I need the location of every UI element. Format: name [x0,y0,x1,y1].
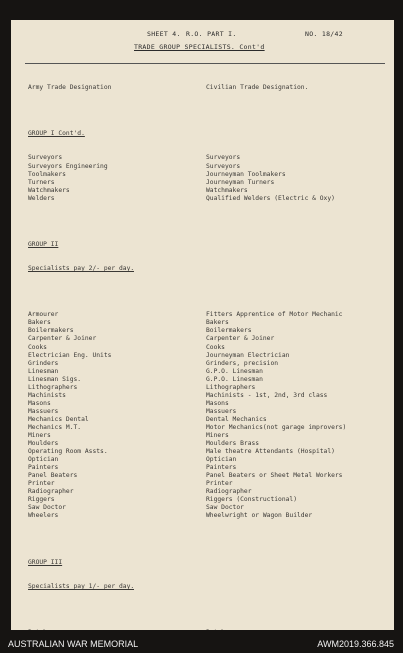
civil-trade-item: Male theatre Attendants (Hospital) [206,448,335,456]
civil-trade-item: Surveyors [206,162,241,170]
civil-trade-item: Wheelwright or Wagon Builder [206,512,313,520]
army-trade-item: Optician [28,456,59,464]
document-page [11,20,394,630]
army-trade-item: Saw Doctor [28,504,66,512]
civil-trade-item: Journeyman Turners [206,178,275,186]
army-trade-item: Toolmakers [28,170,66,178]
army-trade-item: Radiographer [28,488,74,496]
civil-trade-item: Grinders, precision [206,359,279,367]
army-trade-item: Operating Room Assts. [28,448,108,456]
army-trade-item: Machinists [28,391,66,399]
group2-civil-list [206,311,358,520]
civil-trade-item: Moulders Brass [206,440,260,448]
civil-trade-item: Optician [206,456,237,464]
army-trade-item: Linesman [28,367,59,375]
army-trade-item: Surveyors Engineering [28,162,108,170]
army-trade-item: Moulders [28,440,59,448]
civil-trade-item: Panel Beaters or Sheet Metal Workers [206,472,343,480]
civil-trade-item: Cooks [206,343,225,351]
page-title: TRADE GROUP SPECIALISTS. Cont'd [134,43,265,51]
footer-accession: AWM2019.366.845 [317,639,394,649]
army-trade-item: Panel Beaters [28,472,78,480]
army-trade-item: Riggers [28,496,55,504]
ro-part: R.O. PART I. [186,30,237,38]
army-column-heading: Army Trade Designation [28,84,112,92]
civil-trade-item: Dental Mechanics [206,415,267,423]
civil-trade-item: G.P.O. Linesman [206,367,263,375]
civil-trade-item: Lithographers [206,383,256,391]
army-trade-item: Bakers [28,319,51,327]
army-trade-item: Watchmakers [28,186,70,194]
army-trade-item: Massuers [28,407,59,415]
civil-trade-item: Bakers [206,319,229,327]
civil-trade-item: Masons [206,399,229,407]
civil-trade-item: Qualified Welders (Electric & Oxy) [206,194,335,202]
army-trade-item: Masons [28,399,51,407]
civil-trade-item: Printer [206,480,233,488]
civil-trade-item: Journeyman Electrician [206,351,290,359]
army-trade-item: Cooks [28,343,47,351]
group2-heading: GROUP II [28,240,59,248]
army-trade-item: Mechanics Dental [28,415,89,423]
army-trade-item [28,629,134,630]
civilian-column-heading: Civilian Trade Designation. [206,84,309,92]
army-trade-item: Lithographers [28,383,78,391]
group3-pay: Specialists pay 1/- per day. [28,582,135,590]
document-number: NO. 18/42 [305,30,343,38]
army-column [28,68,134,630]
army-trade-item: Grinders [28,359,59,367]
army-trade-item: Surveyors [28,154,63,162]
group2-army-list [28,311,134,520]
army-trade-item: Turners [28,178,55,186]
group3-civil-list [206,629,358,630]
civil-trade-item: Machinists - 1st, 2nd, 3rd class [206,391,328,399]
civil-trade-item: Miners [206,432,229,440]
group1-civil-list [206,154,358,202]
civil-trade-item: Motor Mechanics(not garage improvers) [206,423,347,431]
civilian-column [206,68,358,630]
group2-pay: Specialists pay 2/- per day. [28,265,135,273]
army-trade-item: Linesman Sigs. [28,375,82,383]
civil-trade-item [206,629,358,630]
footer-source: AUSTRALIAN WAR MEMORIAL [8,639,139,649]
header-rule [25,63,385,64]
army-trade-item: Printer [28,480,55,488]
civil-trade-item: Massuers [206,407,237,415]
army-trade-item: Miners [28,432,51,440]
army-trade-item: Carpenter & Joiner [28,335,97,343]
civil-trade-item: G.P.O. Linesman [206,375,263,383]
army-trade-item: Mechanics M.T. [28,423,82,431]
group1-heading: GROUP I Cont'd. [28,130,85,138]
army-trade-item: Armourer [28,311,59,319]
civil-trade-item: Surveyors [206,154,241,162]
army-trade-item: Welders [28,194,55,202]
civil-trade-item: Carpenter & Joiner [206,335,275,343]
civil-trade-item: Painters [206,464,237,472]
civil-trade-item: Riggers (Constructional) [206,496,297,504]
group3-army-list [28,629,134,630]
group3-heading: GROUP III [28,558,63,566]
group1-army-list [28,154,134,202]
civil-trade-item: Boilermakers [206,327,252,335]
army-trade-item: Painters [28,464,59,472]
army-trade-item: Wheelers [28,512,59,520]
civil-trade-item: Journeyman Toolmakers [206,170,286,178]
civil-trade-item: Saw Doctor [206,504,244,512]
civil-trade-item: Watchmakers [206,186,248,194]
sheet-number: SHEET 4. [147,30,181,38]
civil-trade-item: Radiographer [206,488,252,496]
army-trade-item: Boilermakers [28,327,74,335]
army-trade-item: Electrician Eng. Units [28,351,112,359]
civil-trade-item: Fitters Apprentice of Motor Mechanic [206,311,343,319]
